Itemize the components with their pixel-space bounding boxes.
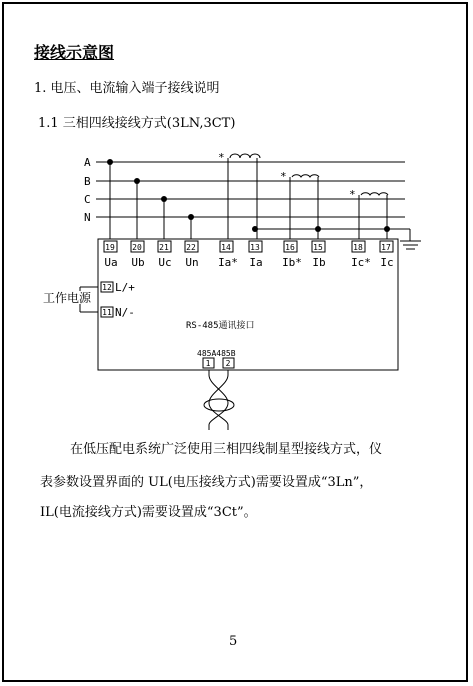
terminal-label: Uc [158,256,172,269]
junction-dot [252,226,258,232]
terminal-number: 15 [313,243,323,252]
terminal-label: Ub [131,256,145,269]
power-supply-label: 工作电源 [43,291,92,305]
terminal-number: 22 [186,243,196,252]
subsection-heading: 1.1 三相四线接线方式(3LN,3CT) [38,116,236,131]
terminal-number: 18 [353,243,363,252]
paragraph-line: 在低压配电系统广泛使用三相四线制星型接线方式，仪 [70,442,383,457]
ct-polarity-mark: * [280,170,287,183]
phase-label: A [84,156,91,169]
section-heading: 1. 电压、电流输入端子接线说明 [34,81,220,96]
terminal-label: Ua [104,256,118,269]
ct-polarity-mark: * [218,151,225,164]
rs485-interface-label: RS-485通讯接口 [186,321,255,331]
terminal-label: Ia [249,256,263,269]
power-terminal-label: L/+ [115,281,135,294]
terminal-label: Ic [380,256,394,269]
terminal-number: 17 [381,243,391,252]
junction-dot [315,226,321,232]
junction-dot [188,214,194,220]
terminal-number: 13 [250,243,260,252]
power-terminal-label: N/- [115,306,135,319]
junction-dot [161,196,167,202]
terminal-label: Ia* [218,256,238,269]
junction-dot [107,159,113,165]
phase-label: B [84,175,91,188]
terminal-label: Ib [312,256,326,269]
phase-label: N [84,211,91,224]
paragraph-line: 表参数设置界面的 UL(电压接线方式)需要设置成“3Ln”， [40,475,373,490]
paragraph-line: IL(电流接线方式)需要设置成“3Ct”。 [40,505,257,520]
ct-polarity-mark: * [349,188,356,201]
terminal-number: 14 [221,243,231,252]
terminal-number: 21 [159,243,169,252]
terminal-number: 11 [102,308,112,317]
page-title: 接线示意图 [34,43,115,62]
junction-dot [384,226,390,232]
terminal-number: 2 [225,359,231,368]
terminal-number: 20 [132,243,142,252]
terminal-label: Ic* [351,256,371,269]
terminal-label: Un [185,256,199,269]
phase-label: C [84,193,91,206]
terminal-label: Ib* [282,256,302,269]
rs485-terminal-caption: 485A485B [197,349,236,358]
terminal-number: 12 [102,283,112,292]
terminal-number: 19 [105,243,115,252]
terminal-number: 16 [285,243,295,252]
junction-dot [134,178,140,184]
page-number: 5 [229,634,238,649]
terminal-number: 1 [205,359,211,368]
